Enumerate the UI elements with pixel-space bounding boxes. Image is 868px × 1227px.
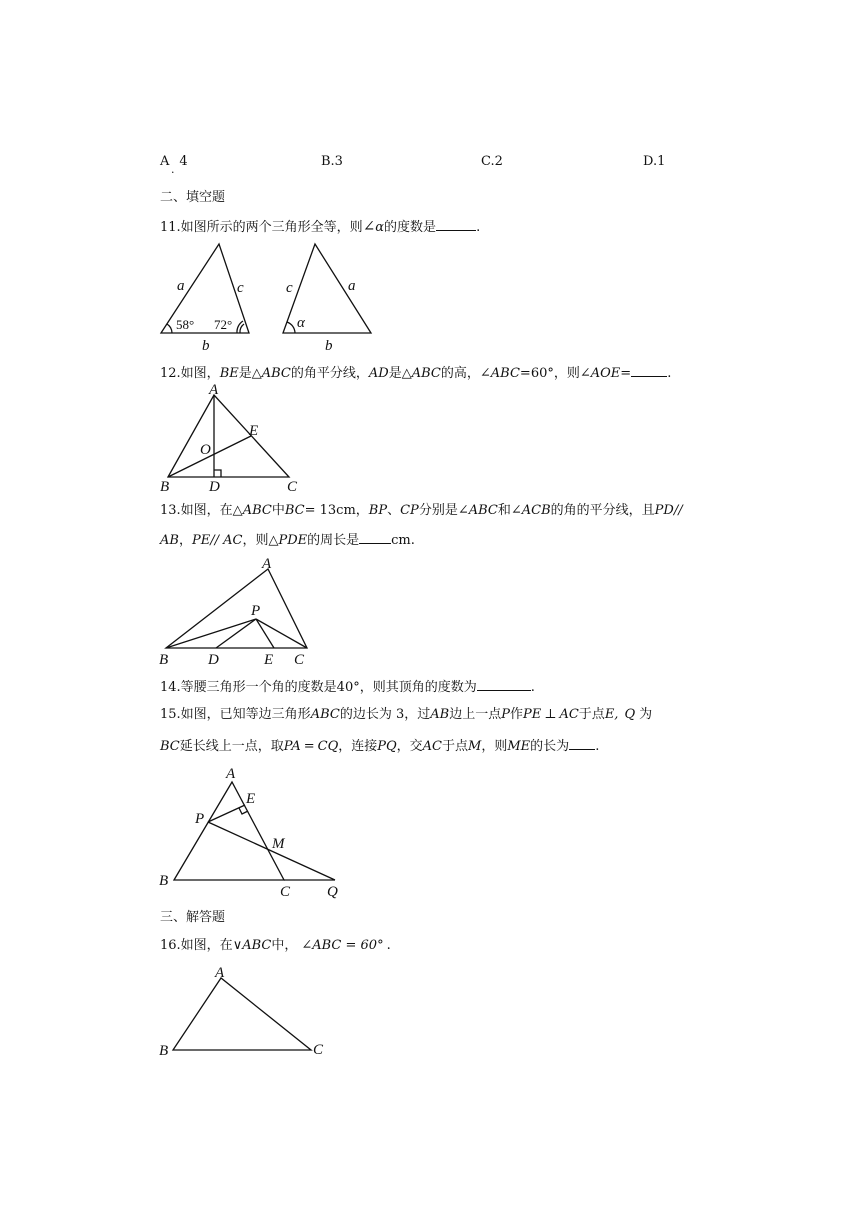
q11-angle-sign: ∠ [362, 217, 376, 235]
q12-ad: AD [368, 366, 389, 381]
q15-ac2: AC [422, 739, 443, 754]
q14-answer-blank[interactable] [477, 678, 531, 691]
q13-cp: CP [400, 503, 419, 518]
q12-p4: 是 [388, 366, 402, 381]
q16-label-a: A [215, 965, 225, 981]
q15-pa: PA [283, 739, 301, 754]
q14-body: 14.等腰三角形一个角的度数是40°，则其顶角的度数为 [160, 680, 477, 695]
q16-triangle [173, 978, 311, 1050]
q15-bc: BC [160, 739, 180, 754]
q13-acb: ACB [521, 503, 551, 518]
q12-label-d: D [209, 479, 220, 495]
q13-l2a: AB [160, 533, 179, 548]
q15-ac: AC [559, 707, 579, 722]
q16-a: 16.如图，在 [160, 938, 233, 953]
q14-end: . [530, 680, 535, 695]
q11-angle-arc-58 [167, 324, 172, 333]
q15-line1 [160, 707, 652, 723]
q13-l1b: 中 [271, 503, 285, 518]
q13-pd: PD [654, 503, 674, 518]
q15-l2e: ，则 [481, 739, 508, 754]
q15-me: ME [507, 739, 531, 754]
q12-p3: 的角平分线， [290, 366, 369, 381]
q15-label-b: B [159, 873, 169, 889]
section-solve-heading: 三、解答题 [160, 910, 226, 925]
q12-label-a: A [209, 382, 219, 398]
q15-label-q: Q [327, 884, 338, 900]
q15-l1d: 作 [509, 707, 523, 722]
q15-pq: PQ [377, 739, 397, 754]
q13-pe: PE [191, 533, 211, 548]
option-d: D.1 [643, 154, 666, 169]
q15-l1e: 于点 [578, 707, 605, 722]
q15-l1a: 15.如图，已知等边三角形 [160, 707, 311, 722]
q11-f2-label-a: a [348, 278, 356, 294]
q16-label-b: B [159, 1043, 169, 1059]
q13-l2e: 的周长是 [307, 533, 360, 548]
q12-tri1: △ABC [251, 366, 291, 381]
q12-p2: 是 [238, 366, 252, 381]
q15-figure [150, 760, 350, 902]
q13-l1c: = 13cm， [304, 503, 369, 518]
option-a-letter: A [160, 154, 170, 169]
q15-e: E, [604, 707, 619, 722]
q11-triangle-left [161, 244, 249, 333]
q13-l1h: // [673, 503, 683, 518]
q12-p6: =60°，则∠ [519, 366, 591, 381]
q13-line2 [160, 531, 415, 549]
q15-abc: ABC [310, 707, 340, 722]
q12-figure [150, 382, 310, 498]
q11-text [160, 218, 480, 236]
q15-l1f: 为 [639, 707, 653, 722]
q15-l2b: ，连接 [338, 739, 378, 754]
q15-label-p: P [195, 811, 205, 827]
q11-f2-label-c: c [286, 280, 293, 296]
q13-abc2: ABC [468, 503, 498, 518]
q12-right-angle-mark [214, 470, 221, 477]
q16-condition: ∠ABC = 60° [301, 938, 384, 953]
q13-l1g: 的角的平分线，且 [550, 503, 655, 518]
q12-p7: = [620, 366, 632, 381]
q13-answer-blank[interactable] [359, 531, 391, 544]
q15-line2 [160, 737, 599, 755]
q13-bc: BC [284, 503, 305, 518]
q15-label-c: C [280, 884, 291, 900]
q13-l1a: 13.如图，在△ [160, 503, 243, 518]
q11-prefix: 11.如图所示的两个三角形全等，则 [160, 220, 363, 235]
q11-f1-label-b: b [202, 338, 210, 354]
q15-eq: = [303, 739, 315, 754]
q13-bp: BP [368, 503, 388, 518]
q11-answer-blank[interactable] [436, 218, 476, 231]
q13-label-p: P [251, 603, 261, 619]
q15-l1b: 的边长为 3，过 [339, 707, 431, 722]
q13-label-c: C [294, 652, 305, 668]
q13-ac: AC [223, 533, 243, 548]
q15-m: M [468, 739, 482, 754]
q16-end: . [386, 938, 391, 953]
q11-f1-angle-58: 58° [176, 317, 195, 332]
q15-label-m: M [272, 836, 285, 852]
q11-suffix: 的度数是 [384, 220, 437, 235]
q16-b: 中， [271, 938, 298, 953]
q12-p5: 的高，∠ [440, 366, 491, 381]
q12-be: BE [219, 366, 239, 381]
q13-line-pe [256, 619, 274, 648]
q13-label-b: B [159, 652, 169, 668]
q14-text [160, 678, 535, 696]
q11-f1-label-c: c [237, 280, 244, 296]
q15-l2d: 于点 [442, 739, 469, 754]
q16-tri-symbol: ∨ [232, 938, 243, 953]
q13-l1d: 、 [387, 503, 401, 518]
q11-alpha: α [375, 220, 385, 235]
q11-end: . [476, 220, 481, 235]
q13-l1e: 分别是∠ [418, 503, 469, 518]
option-c: C.2 [481, 154, 503, 169]
option-b: B.3 [321, 154, 343, 169]
q11-angle-arc-alpha [287, 322, 295, 333]
q16-label-c: C [313, 1042, 324, 1058]
q15-label-a: A [226, 766, 236, 782]
q13-pde: PDE [278, 533, 308, 548]
q11-figure [150, 238, 390, 356]
q13-label-d: D [208, 652, 219, 668]
q12-label-o: O [200, 442, 211, 458]
q13-line1 [160, 503, 683, 519]
q16-abc: ABC [242, 938, 272, 953]
q13-l2b: ， [178, 533, 192, 548]
q12-label-b: B [160, 479, 170, 495]
q15-perp: ⊥ [544, 707, 557, 722]
q13-l2d: ，则△ [242, 533, 279, 548]
q12-tri2: △ABC [401, 366, 441, 381]
q13-l1f: 和∠ [497, 503, 522, 518]
q15-l2f: 的长为 [530, 739, 570, 754]
q15-q: Q [624, 707, 636, 722]
q13-figure [150, 552, 325, 670]
q13-line-bp [166, 619, 256, 648]
section-fill-heading: 二、填空题 [160, 190, 226, 205]
q12-p1: 12.如图， [160, 366, 220, 381]
q11-f1-angle-72: 72° [214, 317, 233, 332]
q15-answer-blank[interactable] [569, 737, 595, 750]
option-a-value: 4 [179, 154, 188, 169]
q12-label-e: E [249, 423, 259, 439]
q13-l2c: // [210, 533, 224, 548]
q13-label-e: E [264, 652, 274, 668]
q13-label-a: A [262, 556, 272, 572]
option-a-dot: . [171, 163, 175, 176]
q15-cq: CQ [317, 739, 339, 754]
q15-ab: AB [430, 707, 450, 722]
q12-abc: ABC [490, 366, 520, 381]
q13-l2f: cm. [391, 533, 415, 548]
q16-figure [150, 960, 340, 1065]
q15-l2c: ，交 [396, 739, 423, 754]
q15-l2a: 延长线上一点，取 [179, 739, 284, 754]
q11-angle-arc-72 [240, 324, 244, 333]
q15-l1c: 边上一点 [449, 707, 502, 722]
q15-pe: PE [522, 707, 542, 722]
q12-text [160, 364, 671, 382]
q11-f2-label-b: b [325, 338, 333, 354]
q16-text [160, 938, 391, 954]
q15-p: P [501, 707, 510, 722]
q12-end: . [667, 366, 672, 381]
q12-triangle [168, 395, 289, 477]
q13-line-pd [216, 619, 256, 648]
q15-end: . [595, 739, 600, 754]
q15-label-e: E [246, 791, 256, 807]
q11-f1-label-a: a [177, 278, 185, 294]
q12-label-c: C [287, 479, 298, 495]
q12-answer-blank[interactable] [631, 364, 667, 377]
q13-abc: ABC [242, 503, 272, 518]
q11-f2-label-alpha: α [297, 315, 305, 331]
q12-aoe: AOE [590, 366, 621, 381]
